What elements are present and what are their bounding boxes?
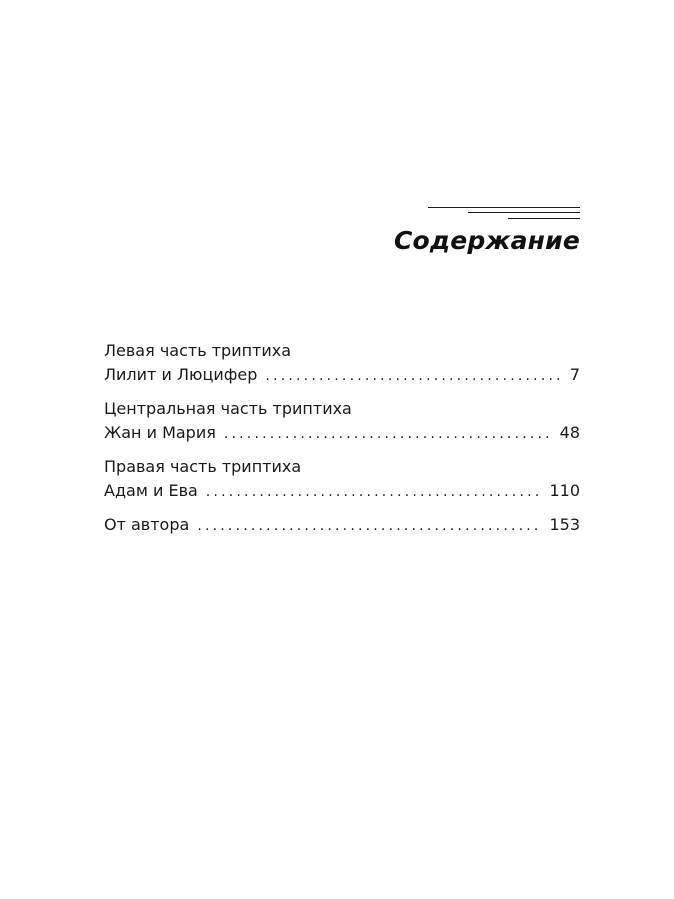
toc-entry-title: Жан и Мария xyxy=(104,423,216,442)
toc-entry-title: Адам и Ева xyxy=(104,481,198,500)
toc-entry-line[interactable] xyxy=(104,363,580,388)
decorative-rule-top xyxy=(428,207,580,208)
page-title: Содержание xyxy=(393,226,580,255)
toc-entry-heading: Центральная часть триптиха xyxy=(104,399,352,418)
toc-page-number: 110 xyxy=(549,481,580,500)
toc-entry-line[interactable] xyxy=(104,513,580,538)
table-of-contents xyxy=(104,339,580,547)
decorative-rule-middle xyxy=(468,212,580,213)
toc-entry xyxy=(104,455,580,504)
toc-page-number: 153 xyxy=(549,515,580,534)
dot-leader xyxy=(224,422,554,446)
toc-entry-title: Лилит и Люцифер xyxy=(104,365,258,384)
toc-page-number: 48 xyxy=(559,423,580,442)
toc-entry xyxy=(104,397,580,446)
toc-entry-line[interactable] xyxy=(104,479,580,504)
toc-entry-line[interactable] xyxy=(104,421,580,446)
dot-leader xyxy=(265,364,563,388)
toc-entry xyxy=(104,339,580,388)
toc-entry-heading: Правая часть триптиха xyxy=(104,457,302,476)
toc-entry-heading: Левая часть триптиха xyxy=(104,341,292,360)
decorative-rule-bottom xyxy=(508,218,580,219)
dot-leader xyxy=(206,480,544,504)
dot-leader xyxy=(197,514,543,538)
toc-entry xyxy=(104,513,580,538)
toc-page-number: 7 xyxy=(569,365,580,384)
toc-entry-title: От автора xyxy=(104,515,190,534)
